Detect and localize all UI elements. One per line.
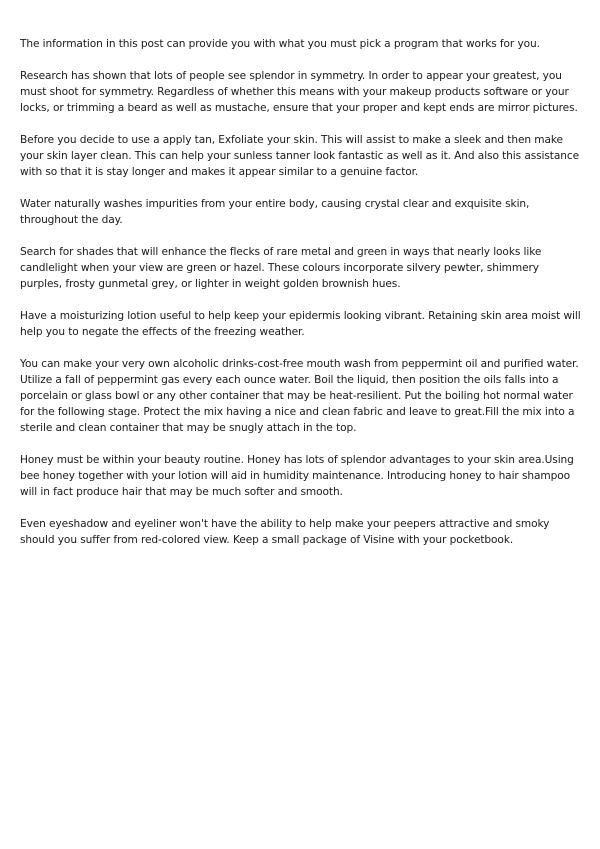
paragraph-exfoliate: Before you decide to use a apply tan, Exfoliate your skin. This will assist to make a sleek and then make your skin layer clean. This can help your sunless tanner look fantastic as well as it. And also this assistance with so that it is stay longer and makes it appear similar to a genuine factor. [20,134,580,178]
paragraph-moisturizer: Have a moisturizing lotion useful to help keep your epidermis looking vibrant. Retaining skin area moist will help you to negate the effects of the freezing weather. [20,310,581,338]
paragraph-honey: Honey must be within your beauty routine. Honey has lots of splendor advantages to your skin area.Using bee honey together with your lotion will aid in humidity maintenance. Introducing honey to hair shampoo will in fact produce hair that may be much softer and smooth. [20,454,574,498]
paragraph-water: Water naturally washes impurities from your entire body, causing crystal clear and exquisite skin, throughout the day. [20,198,530,226]
paragraph-eye-shades: Search for shades that will enhance the flecks of rare metal and green in ways that nearly looks like candlelight when your view are green or hazel. These colours incorporate silvery pewter, shimmery purples, frosty gunmetal grey, or lighter in weight golden brownish hues. [20,246,542,290]
article-body [20,36,582,548]
paragraph-intro: The information in this post can provide you with what you must pick a program that works for you. [20,38,540,50]
paragraph-mouthwash: You can make your very own alcoholic drinks-cost-free mouth wash from peppermint oil and purified water. Utilize a fall of peppermint gas every each ounce water. Boil the liquid, then position the oils falls into a porcelain or glass bowl or any other container that may be heat-resilient. Put the boiling hot normal water for the following stage. Protect the mix having a nice and clean fabric and leave to great.Fill the mix into a sterile and clean container that may be snugly attach in the top. [20,358,579,434]
paragraph-eyeliner: Even eyeshadow and eyeliner won't have the ability to help make your peepers attractive and smoky should you suffer from red-colored view. Keep a small package of Visine with your pocketbook. [20,518,550,546]
paragraph-symmetry: Research has shown that lots of people see splendor in symmetry. In order to appear your greatest, you must shoot for symmetry. Regardless of whether this means with your makeup products software or your locks, or trimming a beard as well as mustache, ensure that your proper and kept ends are mirror pictures. [20,70,578,114]
